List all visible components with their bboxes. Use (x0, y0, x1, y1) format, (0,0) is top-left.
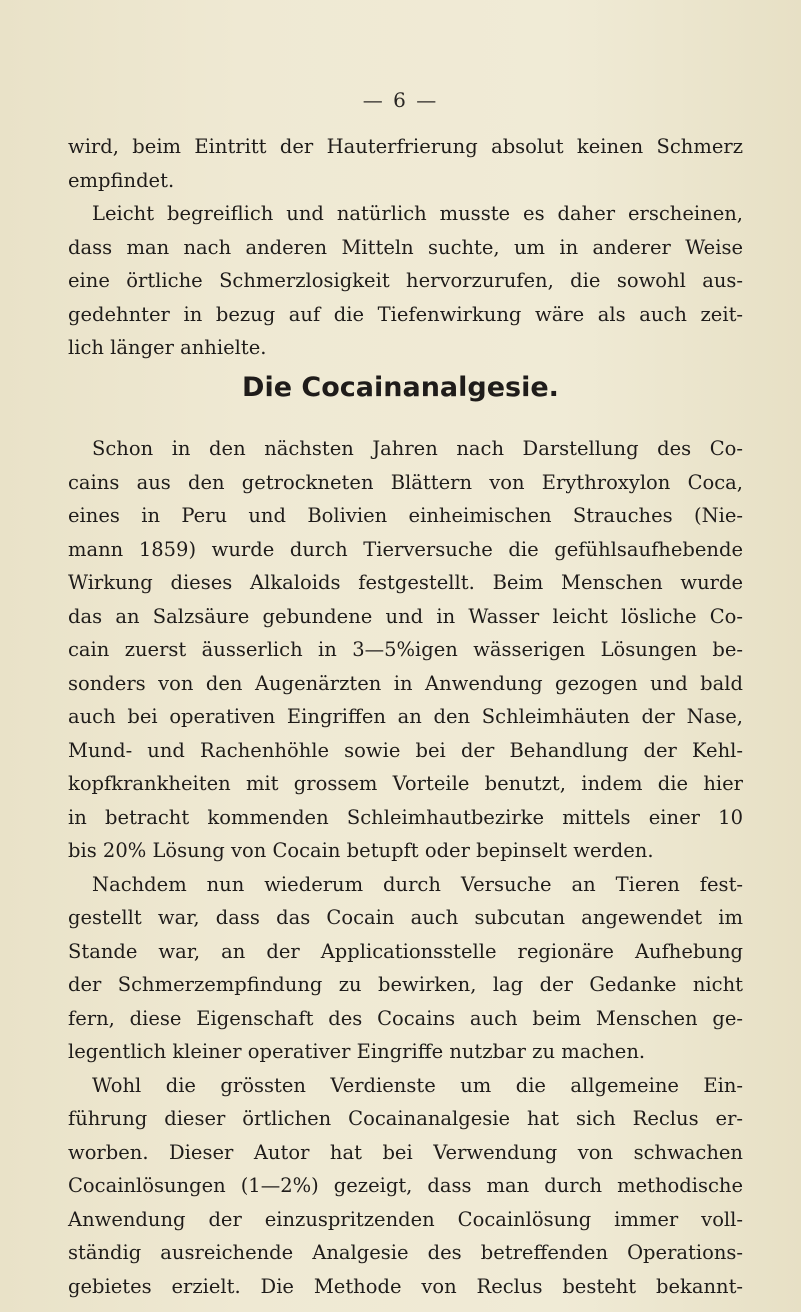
text-line: cains aus den getrockneten Blättern von Erythroxylon Coca, (68, 470, 743, 494)
text-line: ständig ausreichende Analgesie des betreffenden Operations- (68, 1241, 743, 1264)
text-line: der Schmerzempfindung zu bewirken, lag der Gedanke nicht (68, 973, 743, 996)
text-line: Wirkung dieses Alkaloids festgestellt. Beim Menschen wurde (68, 571, 743, 594)
text-line: das an Salzsäure gebundene und in Wasser leicht lösliche Co- (68, 604, 743, 628)
text-line: legentlich kleiner operativer Eingriffe nutzbar zu machen. (68, 1040, 646, 1063)
text-line: führung dieser örtlichen Cocainanalgesie hat sich Reclus er- (68, 1107, 743, 1130)
text-line: Stande war, an der Applicationsstelle regionäre Aufhebung (68, 939, 743, 963)
text-line: gestellt war, dass das Cocain auch subcutan angewendet im (68, 906, 743, 929)
text-line: Nachdem nun wiederum durch Versuche an Tieren fest- (92, 872, 743, 896)
text-line: wird, beim Eintritt der Hauterfrierung absolut keinen Schmerz (68, 135, 743, 158)
text-line: worben. Dieser Autor hat bei Verwendung von schwachen (68, 1140, 743, 1164)
text-line: Mund- und Rachenhöhle sowie bei der Behandlung der Kehl- (68, 738, 743, 762)
text-line: eines in Peru und Bolivien einheimischen Strauches (Nie- (68, 504, 743, 527)
text-line: mann 1859) wurde durch Tierversuche die gefühlsaufhebende (68, 537, 743, 561)
text-line: Cocainlösungen (1—2%) gezeigt, dass man durch methodische (68, 1174, 743, 1197)
paragraph-cocain (68, 432, 743, 1303)
text-line: auch bei operativen Eingriffen an den Schleimhäuten der Nase, (68, 705, 743, 728)
text-line: fern, diese Eigenschaft des Cocains auch beim Menschen ge- (68, 1006, 743, 1030)
page-number: — 6 — (362, 88, 439, 112)
text-line: cain zuerst äusserlich in 3—5%igen wässerigen Lösungen be- (68, 638, 743, 661)
paragraph-intro (68, 130, 743, 365)
text-line: empfindet. (68, 168, 175, 192)
text-line: Schon in den nächsten Jahren nach Darstellung des Co- (92, 437, 743, 460)
text-line: dass man nach anderen Mitteln suchte, um in anderer Weise (68, 235, 743, 259)
text-line: Anwendung der einzuspritzenden Cocainlösung immer voll- (68, 1207, 743, 1231)
text-line: bis 20% Lösung von Cocain betupft oder bepinselt werden. (68, 839, 654, 862)
text-line: Wohl die grössten Verdienste um die allgemeine Ein- (92, 1073, 743, 1097)
text-line: kopfkrankheiten mit grossem Vorteile benutzt, indem die hier (68, 772, 743, 795)
text-line: sonders von den Augenärzten in Anwendung gezogen und bald (68, 671, 743, 695)
text-line: eine örtliche Schmerzlosigkeit hervorzurufen, die sowohl aus- (68, 269, 743, 292)
text-line: gebietes erzielt. Die Methode von Reclus besteht bekannt- (68, 1274, 743, 1298)
text-line: gedehnter in bezug auf die Tiefenwirkung wäre als auch zeit- (68, 302, 743, 326)
text-line: in betracht kommenden Schleimhautbezirke mittels einer 10 (68, 805, 743, 829)
text-line: lich länger anhielte. (68, 336, 267, 359)
section-heading: Die Cocainanalgesie. (242, 372, 559, 403)
text-line: Leicht begreiflich und natürlich musste es daher erscheinen, (92, 202, 743, 225)
